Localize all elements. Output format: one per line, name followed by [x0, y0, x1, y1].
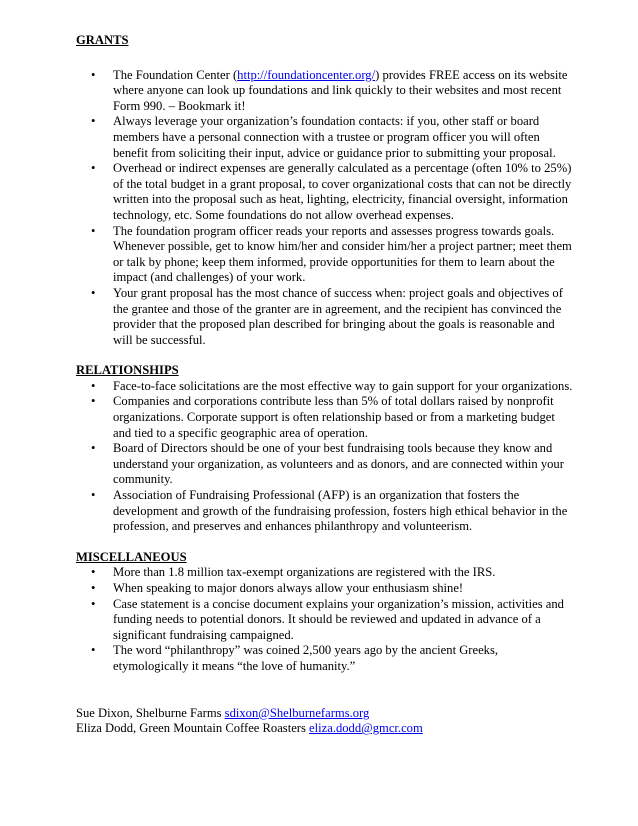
grants-item-1-text-pre: The Foundation Center ( [113, 67, 238, 82]
miscellaneous-list [76, 565, 576, 674]
misc-item-case-statement: • Case statement is a concise document explains your organization’s mission, activities and funding needs to potential donors. It should be reviewed and updated in advance of a significant fundraising campaigned. [76, 597, 576, 644]
signature-line [76, 706, 576, 722]
grants-item-foundation-contacts: • Always leverage your organization’s foundation contacts: if you, other staff or board members have a personal connection with a trustee or program officer you will often benefit from soliciting their input, advice or guidance prior to submitting your proposal. [76, 114, 576, 161]
grants-item-overhead: • Overhead or indirect expenses are generally calculated as a percentage (often 10% to 25%) of the total budget in a grant proposal, to cover organizational costs that can not be directly written into the proposal such as heat, lighting, electricity, financial oversight, information technology, etc. Some foundations do not allow overhead expenses. [76, 161, 576, 223]
grants-heading: GRANTS [76, 33, 129, 47]
signature-name: Eliza Dodd, Green Mountain Coffee Roasters [76, 721, 310, 736]
misc-item-enthusiasm: • When speaking to major donors always allow your enthusiasm shine! [76, 581, 576, 597]
signature-email-link[interactable]: sdixon@Shelburnefarms.org [224, 705, 370, 720]
document-page [76, 33, 576, 737]
grants-item-proposal-success: • Your grant proposal has the most chance of success when: project goals and objectives of the grantee and those of the granter are in agreement, and the recipient has convinced the provider that the proposed plan described for bringing about the goals is reasonable and will be successful. [76, 286, 576, 348]
relationships-item-corporations: • Companies and corporations contribute less than 5% of total dollars raised by nonprofit organizations. Corporate support is often relationship based or from a marketing budget and tied to a specific geographic area of operation. [76, 394, 576, 441]
misc-item-tax-exempt: • More than 1.8 million tax-exempt organizations are registered with the IRS. [76, 565, 576, 581]
grants-item-program-officer: • The foundation program officer reads your reports and assesses progress towards goals. Whenever possible, get to know him/her and consider him/her a project partner; meet them or talk by phone; keep them informed, provide opportunities for them to learn about the impact (and challenges) of your work. [76, 224, 576, 286]
grants-item-1-text-post: ) provides FREE access on its website where anyone can look up foundations and link quickly to their websites and most recent Form 990. – Bookmark it! [113, 67, 568, 113]
signature-name: Sue Dixon, Shelburne Farms [76, 705, 225, 720]
signature-line [76, 721, 576, 737]
relationships-item-board: • Board of Directors should be one of your best fundraising tools because they know and understand your organization, as volunteers and as donors, and are connected within your community. [76, 441, 576, 488]
grants-list [76, 68, 576, 349]
relationships-item-afp: • Association of Fundraising Professional (AFP) is an organization that fosters the development and growth of the fundraising profession, fosters high ethical behavior in the profession, and preserves and enhances philanthropy and volunteerism. [76, 488, 576, 535]
signature-block [76, 706, 576, 737]
miscellaneous-heading: MISCELLANEOUS [76, 549, 187, 564]
foundation-center-link[interactable]: http://foundationcenter.org/ [237, 67, 376, 82]
grants-item-foundation-center [76, 68, 576, 115]
misc-item-philanthropy: • The word “philanthropy” was coined 2,500 years ago by the ancient Greeks, etymologically it means “the love of humanity.” [76, 643, 576, 674]
relationships-item-face-to-face: • Face-to-face solicitations are the most effective way to gain support for your organizations. [76, 379, 576, 395]
relationships-list [76, 379, 576, 535]
relationships-heading: RELATIONSHIPS [76, 363, 179, 378]
signature-email-link[interactable]: eliza.dodd@gmcr.com [309, 721, 423, 736]
